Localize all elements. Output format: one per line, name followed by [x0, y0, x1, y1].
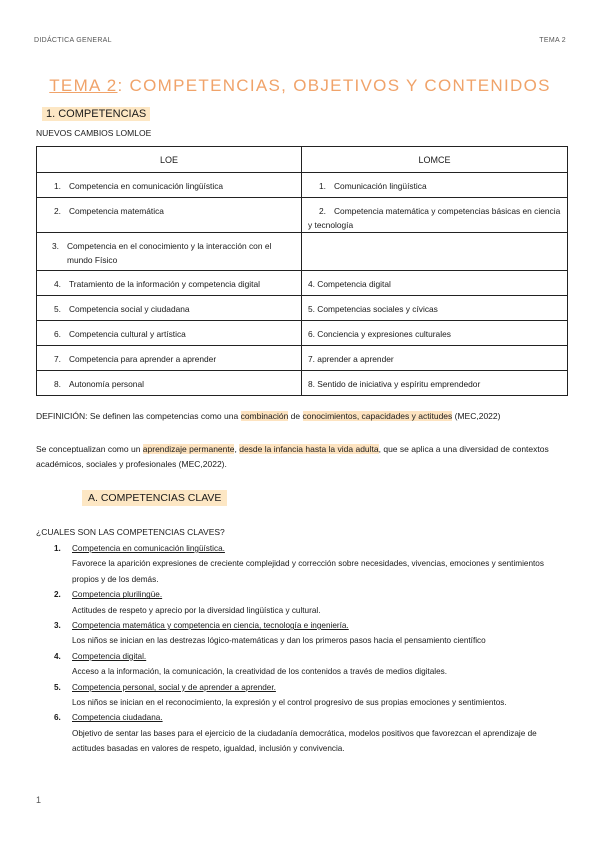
section-subtitle: NUEVOS CAMBIOS LOMLOE: [36, 128, 152, 138]
loe-cell: [37, 233, 302, 271]
comparison-table: [36, 146, 568, 396]
item-number: 4.: [54, 651, 61, 661]
item-description: Favorece la aparición expresiones de creciente complejidad y corrección sobre necesidades, vivencias, emociones y sentimientos propios y de los demás.: [72, 559, 544, 584]
row-number: 1.: [319, 181, 326, 191]
row-number: 7.: [54, 354, 61, 364]
lomce-cell: [302, 296, 568, 321]
item-description: Acceso a la información, la comunicación, la creatividad de los contenidos a través de medios digitales.: [72, 667, 448, 677]
item-title: Competencia digital.: [72, 651, 147, 661]
list-item: [54, 618, 566, 649]
item-description: Los niños se inician en el reconocimiento, la expresión y el control progresivo de sus propias emociones y sentimientos.: [72, 698, 507, 708]
loe-text: Competencia para aprender a aprender: [69, 354, 217, 364]
column-header-lomce: LOMCE: [302, 147, 568, 173]
row-number: 3.: [51, 241, 59, 251]
lomce-cell: [302, 271, 568, 296]
definition-highlight-1: combinación: [240, 411, 289, 421]
page-number: 1: [36, 795, 42, 805]
lomce-cell: [302, 346, 568, 371]
list-item: [54, 541, 566, 587]
concept-text: ,: [234, 444, 240, 454]
item-number: 1.: [54, 544, 61, 553]
loe-cell: [37, 296, 302, 321]
table-row: [37, 271, 568, 296]
definition-citation: (MEC,2022): [452, 411, 501, 421]
table-row: [37, 321, 568, 346]
row-number: 2.: [54, 206, 61, 216]
item-description: Los niños se inician en las destrezas lógico-matemáticas y dan los primeros pasos hacia el pensamiento científico: [72, 636, 486, 646]
lomce-text: 5. Competencias sociales y cívicas: [308, 304, 438, 314]
lomce-text: 7. aprender a aprender: [308, 354, 394, 364]
row-number: 4.: [54, 279, 61, 289]
table-row: [37, 371, 568, 396]
row-number: 2.: [319, 206, 326, 216]
table-row: [37, 173, 568, 198]
lomce-text: 6. Conciencia y expresiones culturales: [308, 329, 451, 339]
subsection-heading: A. COMPETENCIAS CLAVE: [82, 490, 227, 506]
table-row: [37, 198, 568, 233]
loe-cell: [37, 271, 302, 296]
list-item: [54, 680, 566, 711]
table-header-row: [37, 147, 568, 173]
loe-text: Competencia en el conocimiento y la interacción con el mundo Físico: [66, 241, 272, 265]
concept-text: , que se aplica a una diversidad de contextos académicos, sociales y profesionales (MEC,2022).: [36, 444, 549, 469]
loe-text: Autonomía personal: [69, 379, 144, 389]
definition-text: DEFINICIÓN: Se definen las competencias como una: [36, 411, 241, 421]
column-header-loe: LOE: [37, 147, 302, 173]
table-row: [37, 233, 568, 271]
item-title: Competencia personal, social y de aprender a aprender.: [72, 682, 276, 692]
loe-text: Competencia cultural y artística: [69, 329, 186, 339]
loe-cell: [37, 321, 302, 346]
row-number: 5.: [54, 304, 61, 314]
lomce-cell: [302, 233, 568, 271]
lomce-text: 4. Competencia digital: [308, 279, 391, 289]
item-description: Actitudes de respeto y aprecio por la diversidad lingüística y cultural.: [72, 605, 321, 615]
lomce-text: Competencia matemática y competencias básicas en ciencia y tecnología: [308, 206, 561, 230]
loe-cell: [37, 371, 302, 396]
header-subject: DIDÁCTICA GENERAL: [34, 37, 112, 44]
definition-highlight-2: conocimientos, capacidades y actitudes: [302, 411, 453, 421]
loe-cell: [37, 198, 302, 233]
item-number: 6.: [54, 713, 61, 723]
item-title: Competencia ciudadana.: [72, 713, 163, 723]
loe-cell: [37, 346, 302, 371]
item-title: Competencia matemática y competencia en ciencia, tecnología e ingeniería.: [72, 621, 349, 631]
item-number: 2.: [54, 590, 61, 600]
table-row: [37, 346, 568, 371]
concept-highlight-2: desde la infancia hasta la vida adulta: [239, 444, 379, 454]
row-number: 8.: [54, 379, 61, 389]
list-item: [54, 649, 566, 680]
item-number: 5.: [54, 682, 61, 692]
header-topic: TEMA 2: [539, 37, 566, 44]
concept-paragraph: [36, 442, 566, 472]
definition-paragraph: [36, 409, 566, 424]
item-title: Competencia plurilingüe.: [72, 590, 163, 600]
concept-text: Se conceptualizan como un: [36, 444, 143, 454]
definition-text: de: [288, 411, 303, 421]
loe-text: Competencia en comunicación lingüística: [69, 181, 224, 191]
lomce-cell: [302, 371, 568, 396]
item-description: Objetivo de sentar las bases para el ejercicio de la ciudadanía democrática, modelos positivos que favorezcan el aprendizaje de actitudes basadas en valores de respeto, igualdad, inclusión y convivencia.: [72, 728, 537, 754]
loe-text: Competencia social y ciudadana: [69, 304, 190, 314]
lomce-cell: [302, 173, 568, 198]
title-topic: TEMA 2: [49, 76, 118, 95]
list-item: [54, 710, 566, 756]
item-number: 3.: [54, 621, 61, 631]
row-number: 6.: [54, 329, 61, 339]
section-label: 1. COMPETENCIAS: [42, 107, 150, 121]
concept-highlight-1: aprendizaje permanente: [142, 444, 235, 454]
list-item: [54, 587, 566, 618]
item-title: Competencia en comunicación lingüística.: [72, 544, 225, 553]
competencias-list: [54, 541, 566, 757]
lomce-text: 8. Sentido de iniciativa y espíritu emprendedor: [308, 379, 481, 389]
question-heading: ¿CUALES SON LAS COMPETENCIAS CLAVES?: [36, 527, 225, 537]
lomce-text: Comunicación lingüística: [334, 181, 427, 191]
table-row: [37, 296, 568, 321]
loe-text: Tratamiento de la información y competencia digital: [69, 279, 261, 289]
row-number: 1.: [54, 181, 61, 191]
loe-text: Competencia matemática: [69, 206, 164, 216]
title-text: : COMPETENCIAS, OBJETIVOS Y CONTENIDOS: [117, 76, 551, 95]
lomce-cell: [302, 198, 568, 233]
page-title: [0, 76, 600, 96]
lomce-cell: [302, 321, 568, 346]
loe-cell: [37, 173, 302, 198]
section-heading: [42, 108, 150, 120]
